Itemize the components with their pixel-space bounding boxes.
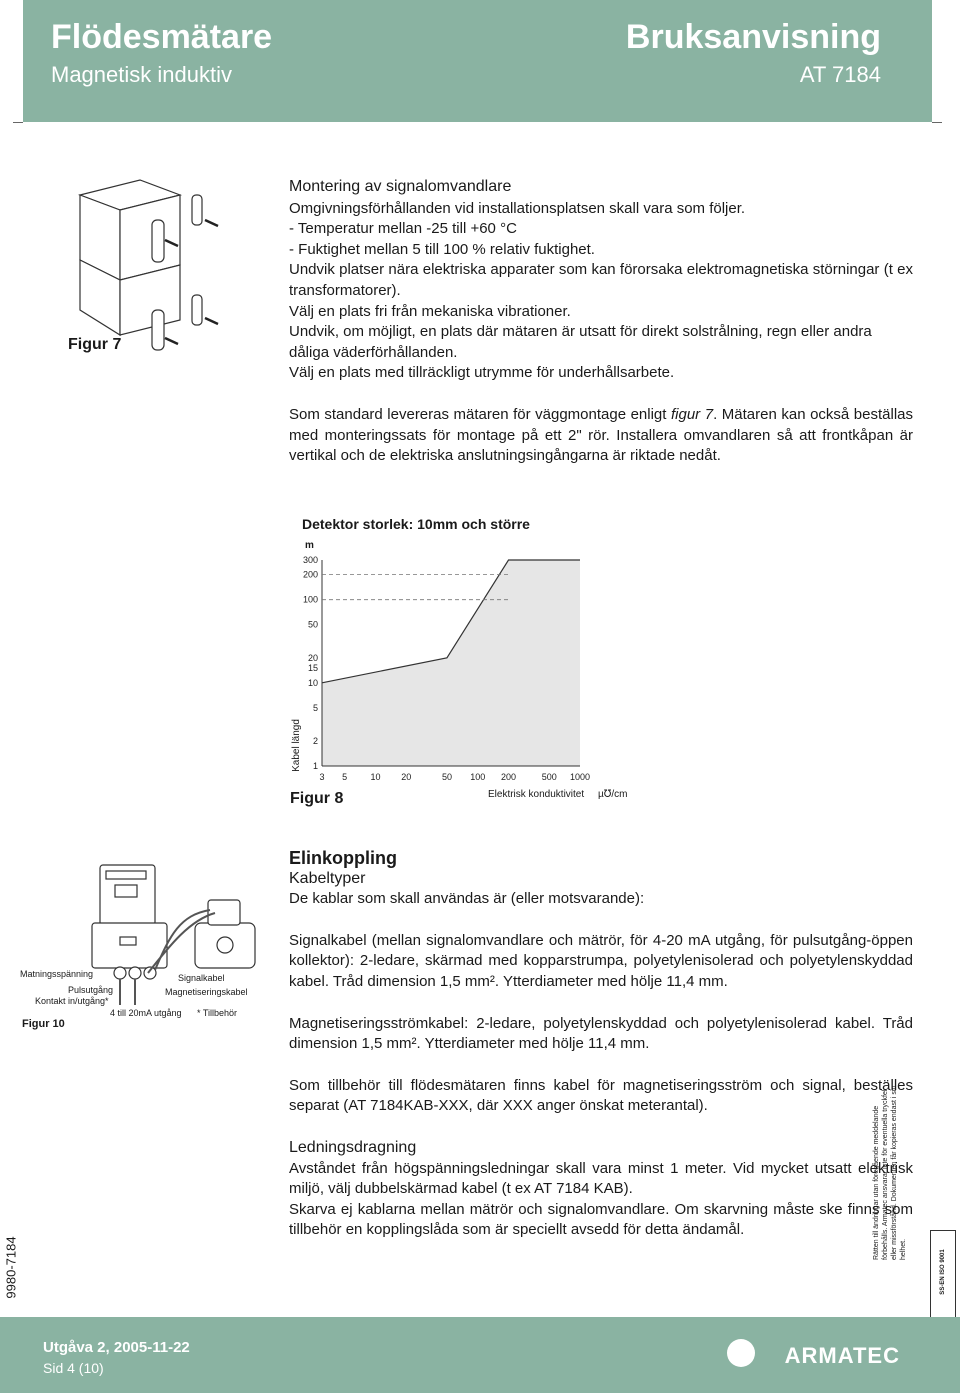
wiring-intro: De kablar som skall användas är (eller motsvarande): bbox=[289, 890, 645, 908]
chart-x-tick-label: 3 bbox=[319, 772, 325, 782]
wiring-paragraph: Som tillbehör till flödesmätaren finns kabel för magnetiseringsström och signal, beställes separat (AT 7184KAB-XXX, där XXX anger önskat meterantal). bbox=[289, 1076, 913, 1115]
para-text: . Mätaren kan också beställas med monteringssats för montage på ett 2" rör. Installera omvandlaren så att frontkåpan är vertikal och de elektriska anslutningsingångarna är riktade nedåt. bbox=[289, 405, 914, 465]
doc-number: AT 7184 bbox=[799, 62, 881, 87]
wiring-paragraph: Magnetiseringsströmkabel: 2-ledare, polyetylenskyddad och polyetylenisolerad kabel. Tråd dimension 1,5 mm². Ytterdiameter med hölje 11,4 mm. bbox=[289, 1014, 913, 1053]
chart-area-fill bbox=[322, 560, 580, 766]
chart-x-tick-label: 10 bbox=[370, 772, 381, 782]
wiring-paragraph: Signalkabel (mellan signalomvandlare och mätrör, för 4-20 mA utgång, för pulsutgång-öppen kollektor): 2-ledare, skärmad med kopparstrumpa, polyetylenisolerad och polyetylenskyddad kabel. Tråd dimension 1,5 mm². Ytterdiameter med hölje 11,4 mm. bbox=[289, 931, 913, 990]
mounting-line: Välj en plats fri från mekaniska vibrationer. bbox=[289, 302, 571, 320]
edition-text: Utgåva 2, 2005-11-22 bbox=[43, 1339, 190, 1356]
figure10-label: Figur 10 bbox=[22, 1018, 65, 1030]
fig10-label-ma: 4 till 20mA utgång bbox=[110, 1008, 182, 1018]
mounting-line: - Temperatur mellan -25 till +60 °C bbox=[289, 220, 517, 238]
chart-x-tick-label: 50 bbox=[441, 772, 452, 782]
brand-name: ARMATEC bbox=[784, 1343, 900, 1368]
footer-band bbox=[0, 1317, 960, 1393]
chart-y-tick-label: 100 bbox=[302, 594, 318, 605]
wiring-heading: Elinkoppling bbox=[289, 848, 397, 868]
chart-x-tick-label: 100 bbox=[470, 772, 486, 782]
routing-paragraph: Skarva ej kablarna mellan mätrör och signalomvandlare. Om skarvning måste ske finns som tillbehör en kopplingslåda som är speciellt avsedd för detta ändamål. bbox=[289, 1200, 913, 1239]
chart-x-tick-label: 500 bbox=[541, 772, 557, 782]
chart-y-tick-label: 2 bbox=[312, 735, 318, 746]
fig10-label-accessory: * Tillbehör bbox=[197, 1008, 238, 1018]
mounting-line: Undvik platser nära elektriska apparater som kan förorsaka elektromagnetiska störningar (t ex transformatorer). bbox=[289, 261, 913, 299]
figure8-label: Figur 8 bbox=[290, 790, 344, 807]
figure7-label: Figur 7 bbox=[68, 336, 122, 353]
mounting-paragraph bbox=[289, 405, 913, 467]
crop-mark bbox=[932, 122, 942, 123]
mounting-line: - Fuktighet mellan 5 till 100 % relativ fuktighet. bbox=[289, 240, 595, 258]
wiring-subheading: Kabeltyper bbox=[289, 869, 366, 887]
side-disclaimer: Rätten till ändringar utan föregående meddelande förbehålls. Armatec ansvarar inte för eventuella tryckfel eller missförstånd. Dokumenten får kopieras endast i sin helhet. bbox=[873, 1085, 907, 1260]
chart-y-tick-label: 300 bbox=[302, 555, 318, 565]
routing-paragraph: Avståndet från högspänningsledningar skall vara minst 1 meter. Vid mycket utsatt elektrisk miljö, välj dubbelskärmad kabel (t ex AT 7184 KAB). bbox=[289, 1159, 913, 1198]
mounting-line: Välj en plats med tillräckligt utrymme för underhållsarbete. bbox=[289, 364, 675, 382]
chart-y-label: Kabel längd bbox=[290, 719, 302, 772]
page-number: Sid 4 (10) bbox=[43, 1360, 104, 1376]
fig10-label-magnet: Magnetiseringskabel bbox=[165, 987, 248, 997]
chart-y-tick-label: 5 bbox=[312, 702, 318, 713]
wiring-section bbox=[289, 848, 913, 1241]
mounting-section bbox=[289, 177, 913, 467]
chart-y-tick-label: 1 bbox=[312, 761, 318, 771]
chart-x-tick-label: 200 bbox=[501, 772, 517, 782]
certification-seal bbox=[930, 1230, 956, 1322]
chart-y-tick-label: 20 bbox=[307, 652, 318, 663]
figure-reference: figur 7 bbox=[671, 405, 714, 423]
chart-x-unit: µ℧/cm bbox=[598, 789, 628, 800]
cert-text: SS-EN ISO 9001 bbox=[940, 1249, 946, 1295]
fig10-label-pulse: Pulsutgång bbox=[68, 985, 114, 995]
fig10-label-supply: Matningsspänning bbox=[20, 969, 94, 979]
doc-type: Bruksanvisning bbox=[625, 18, 881, 56]
chart-title: Detektor storlek: 10mm och större bbox=[302, 516, 530, 532]
chart-x-tick-label: 20 bbox=[401, 772, 412, 782]
side-doc-id: 9980-7184 bbox=[3, 1236, 19, 1299]
crop-mark bbox=[13, 122, 23, 123]
conductivity-chart bbox=[280, 540, 660, 800]
header-band bbox=[23, 0, 932, 122]
chart-y-tick-label: 50 bbox=[307, 619, 318, 630]
fig10-label-signal: Signalkabel bbox=[178, 973, 225, 983]
mounting-line: Omgivningsförhållanden vid installationsplatsen skall vara som följer. bbox=[289, 199, 746, 217]
chart-x-label: Elektrisk konduktivitet bbox=[488, 789, 585, 800]
chart-y-tick-label: 10 bbox=[307, 677, 318, 688]
mounting-line: Undvik, om möjligt, en plats där mätaren är utsatt för direkt solstrålning, regn eller andra dåliga väderförhållanden. bbox=[289, 323, 872, 361]
mounting-heading: Montering av signalomvandlare bbox=[289, 178, 512, 195]
page-subtitle: Magnetisk induktiv bbox=[51, 62, 232, 87]
armatec-logo-icon bbox=[727, 1339, 755, 1367]
chart-y-tick-label: 200 bbox=[302, 569, 318, 580]
page-title: Flödesmätare bbox=[51, 18, 273, 56]
figure7-illustration bbox=[70, 160, 230, 360]
chart-y-unit: m bbox=[305, 540, 314, 551]
fig10-label-contact: Kontakt in/utgång* bbox=[35, 996, 109, 1006]
routing-heading: Ledningsdragning bbox=[289, 1138, 417, 1156]
chart-x-tick-label: 1000 bbox=[569, 772, 591, 782]
para-text: Som standard levereras mätaren för väggmontage enligt bbox=[289, 405, 671, 423]
chart-y-tick-label: 15 bbox=[307, 663, 318, 674]
chart-x-tick-label: 5 bbox=[342, 772, 348, 782]
